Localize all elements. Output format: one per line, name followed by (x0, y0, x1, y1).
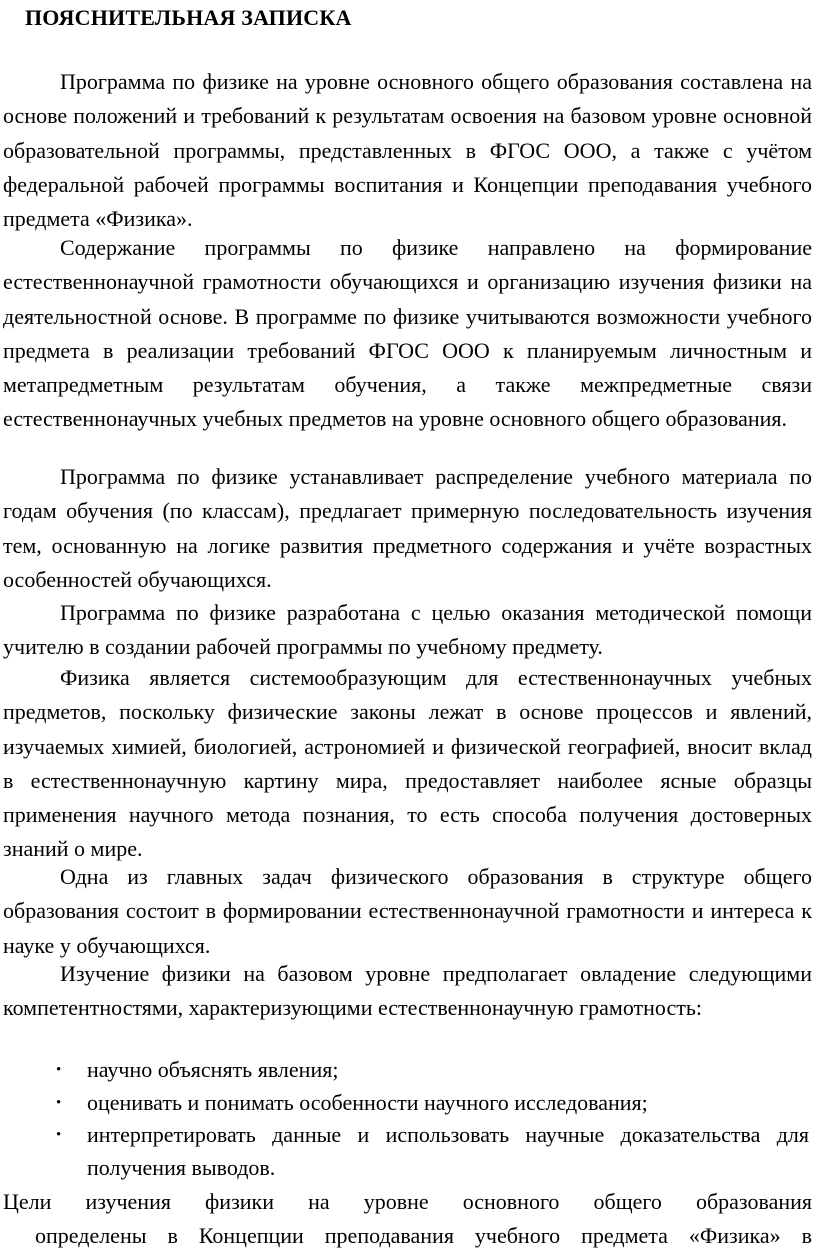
list-item-text: интерпретировать данные и использовать научные доказательства для получения выводов. (87, 1122, 809, 1180)
paragraph-program-basis: Программа по физике на уровне основного общего образования составлена на основе положений и требований к результатам освоения на базовом уровне основной образовательной программы, представленных в ФГОС ООО, а также с учётом федеральной рабочей программы воспитания и Концепции преподавания учебного предмета «Физика». (3, 69, 812, 232)
paragraph-material-distribution: Программа по физике устанавливает распределение учебного материала по годам обучения (по классам), предлагает примерную последовательность изучения тем, основанную на логике развития предметного содержания и учёте возрастных особенностей обучающихся. (3, 464, 812, 592)
list-item (0, 1119, 809, 1184)
paragraph-goals-line-2: определены в Концепции преподавания учебного предмета «Физика» в (35, 1223, 812, 1248)
paragraph-competencies: Изучение физики на базовом уровне предполагает овладение следующими компетентностями, характеризующими естественнонаучную грамотность: (3, 961, 812, 1021)
paragraph-goals-line-1: Цели изучения физики на уровне основного общего образования (3, 1189, 812, 1214)
page-title: ПОЯСНИТЕЛЬНАЯ ЗАПИСКА (25, 5, 352, 30)
list-item-text: оценивать и понимать особенности научного исследования; (87, 1089, 648, 1115)
paragraph-physics-role: Физика является системообразующим для естественнонаучных учебных предметов, поскольку физические законы лежат в основе процессов и явлений, изучаемых химией, биологией, астрономией и физической географией, вносит вклад в естественнонаучную картину мира, предоставляет наиболее ясные образцы применения научного метода познания, то есть способа получения достоверных знаний о мире. (3, 665, 812, 862)
paragraph-methodical-help: Программа по физике разработана с целью оказания методической помощи учителю в создании рабочей программы по учебному предмету. (3, 600, 812, 660)
list-item-text: научно объяснять явления; (87, 1057, 339, 1082)
paragraph-program-content: Содержание программы по физике направлено на формирование естественнонаучной грамотности обучающихся и организацию изучения физики на деятельностной основе. В программе по физике учитываются возможности учебного предмета в реализации требований ФГОС ООО к планируемым личностным и метапредметным результатам обучения, а также межпредметные связи естественнонаучных учебных предметов на уровне основного общего образования. (3, 235, 812, 432)
bullet-icon: • (56, 1062, 62, 1078)
bullet-icon: • (56, 1094, 62, 1111)
paragraph-main-task: Одна из главных задач физического образования в структуре общего образования состоит в формировании естественнонаучной грамотности и интереса к науке у обучающихся. (3, 864, 812, 958)
competencies-list (0, 1054, 816, 1184)
list-item (0, 1087, 809, 1120)
list-item (0, 1054, 809, 1087)
bullet-icon: • (56, 1127, 62, 1143)
